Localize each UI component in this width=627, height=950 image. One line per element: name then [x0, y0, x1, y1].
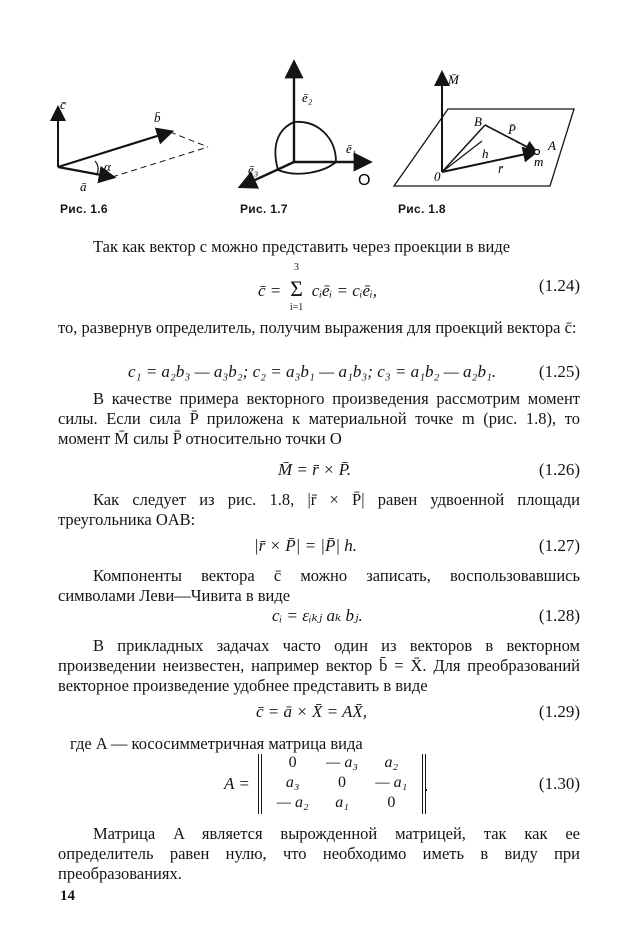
caption-fig-1-7: Рис. 1.7	[240, 202, 288, 216]
equation-1-29	[58, 702, 580, 726]
eq-1-29-body: c̄ = ā × X̄ = AX̄,	[256, 702, 368, 721]
matrix-cell: — a₃	[326, 754, 358, 771]
equation-1-25	[58, 362, 580, 386]
eq-1-27-number: (1.27)	[538, 536, 580, 555]
eq-1-30-number: (1.30)	[538, 774, 580, 793]
matrix-cell: — a₂	[276, 794, 309, 811]
label-e2: ē₂	[302, 90, 313, 105]
eq-1-26-number: (1.26)	[538, 460, 580, 479]
equation-1-30: A = 0 — a₃ a₂ a₃ 0 — a₁ — a₂ a₁ 0 . (1.30)	[58, 754, 580, 816]
paragraph-2: то, развернув определитель, получим выражения для проекций вектора c̄:	[58, 318, 577, 337]
paragraph-8: Матрица A является вырожденной матрицей, так как ее определитель равен нулю, что необходимо иметь в виду при преобразованиях.	[58, 824, 580, 883]
eq-1-24-rhs: cᵢēᵢ = cᵢēᵢ,	[311, 281, 377, 300]
paragraph-4: Как следует из рис. 1.8, |r̄ × P̄| равен удвоенной площади треугольника OAB:	[58, 490, 580, 529]
label-alpha: α	[104, 159, 111, 174]
caption-fig-1-8: Рис. 1.8	[398, 202, 446, 216]
label-b: b̄	[154, 110, 161, 125]
eq-1-28-number: (1.28)	[538, 606, 580, 625]
paragraph-1: Так как вектор c можно представить через проекции в виде	[93, 237, 511, 256]
matrix-cell: a₃	[285, 774, 300, 791]
eq-1-26-body: M̄ = r̄ × P̄.	[278, 460, 352, 479]
label-c: c̄	[60, 97, 66, 112]
paragraph-5: Компоненты вектора c̄ можно записать, воспользовавшись символами Леви—Чивита в виде	[58, 566, 580, 605]
equation-1-24: c̄ = Σ 3 i=1 cᵢēᵢ = cᵢēᵢ, (1.24)	[258, 262, 580, 313]
label-p: P̄	[508, 122, 516, 137]
eq-1-24-upper: 3	[294, 262, 300, 273]
eq-1-24-lhs: c̄ =	[258, 281, 286, 300]
paragraph-3: В качестве примера векторного произведения рассмотрим момент силы. Если сила P̄ приложена к материальной точке m (рис. 1.8), то момент M̄ силы P̄ относительно точки O	[58, 389, 580, 448]
figure-1-8	[390, 68, 590, 196]
label-o: O	[358, 172, 371, 189]
label-r: r̄	[498, 161, 504, 176]
eq-1-27-body: |r̄ × P̄| = |P̄| h.	[254, 536, 358, 555]
label-e3: ē₃	[248, 162, 259, 177]
equation-1-27	[58, 536, 580, 560]
label-m-vec: M̄	[448, 72, 459, 87]
caption-fig-1-6: Рис. 1.6	[60, 202, 108, 216]
eq-1-24-number: (1.24)	[538, 276, 580, 295]
figure-1-6	[40, 95, 210, 200]
equation-1-26	[58, 460, 580, 484]
label-b: B	[474, 114, 482, 129]
paragraph-7: где A — кососимметричная матрица вида	[70, 734, 363, 753]
matrix-cell: a₂	[384, 754, 399, 771]
page-number: 14	[60, 888, 75, 904]
label-a: ā	[80, 179, 87, 194]
matrix	[258, 754, 426, 814]
eq-1-25-number: (1.25)	[538, 362, 580, 381]
label-o: 0	[434, 169, 441, 184]
label-a: A	[548, 138, 556, 153]
matrix-cell: — a₁	[375, 774, 408, 791]
eq-1-25-body: c₁ = a₂b₃ — a₃b₂; c₂ = a₃b₁ — a₁b₃; c₃ = a₁b₂ — a₂b₁.	[128, 362, 497, 381]
label-m: m	[534, 154, 544, 169]
eq-1-30-lhs: A =	[224, 774, 250, 793]
matrix-cell: 0	[337, 774, 346, 791]
matrix-cell: a₁	[335, 794, 349, 811]
eq-1-24-lower: i=1	[289, 302, 304, 313]
equation-1-28	[58, 606, 580, 630]
label-h: h	[482, 146, 489, 161]
eq-1-28-body: cᵢ = εᵢₖⱼ aₖ bⱼ.	[272, 606, 363, 625]
label-e1: ē₁	[346, 141, 357, 156]
eq-1-29-number: (1.29)	[538, 702, 580, 721]
matrix-cell: 0	[387, 794, 396, 811]
vector-r-line	[442, 152, 535, 172]
paragraph-6: В прикладных задачах часто один из векторов в векторном произведении неизвестен, например вектор b̄ = X̄. Для преобразований векторное произведение удобнее представить в виде	[58, 636, 580, 695]
figure-1-7	[228, 58, 378, 198]
matrix-cell: 0	[288, 754, 297, 771]
vector-b-line	[58, 132, 170, 167]
